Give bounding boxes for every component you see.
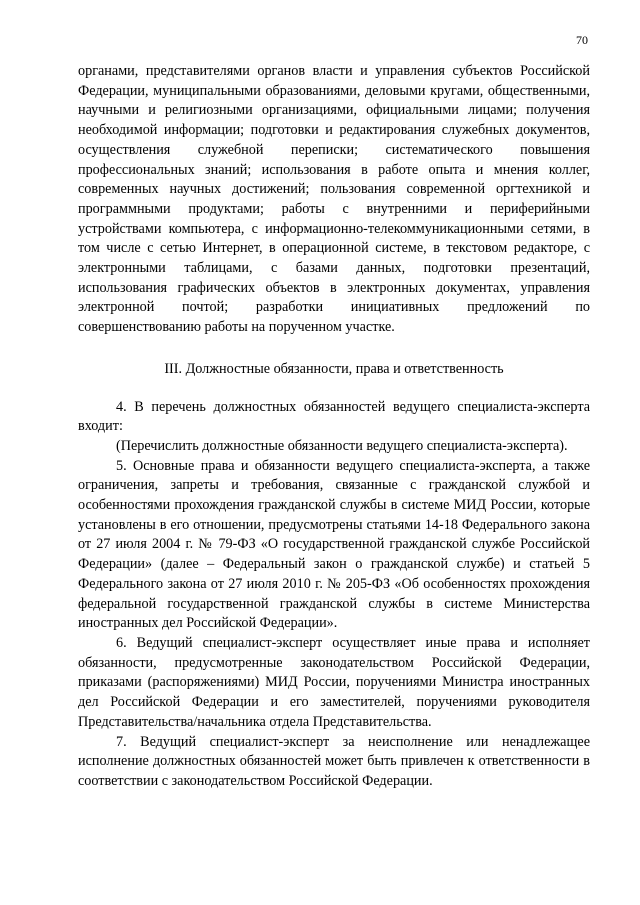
paragraph-7: 7. Ведущий специалист-эксперт за неисполнение или ненадлежащее исполнение должностных обязанностей может быть привлечен к ответственности в соответствии с законодательством Российской Федерации. xyxy=(78,733,590,789)
page-number: 70 xyxy=(576,33,588,47)
paragraph-5: 5. Основные права и обязанности ведущего специалиста-эксперта, а также ограничения, запреты и требования, связанные с гражданской службой и особенностями прохождения гражданской службы в системе МИД России, которые установлены в его отношении, предусмотрены статьями 14-18 Федерального закона от 27 июля 2004 г. № 79-ФЗ «О государственной гражданской службе Российской Федерации» (далее – Федеральный закон о гражданской службе) и статьей 5 Федерального закона от 27 июля 2010 г. № 205-ФЗ «Об особенностях прохождения федеральной государственной гражданской службы в системе Министерства иностранных дел Российской Федерации». xyxy=(78,457,590,632)
section-heading: III. Должностные обязанности, права и ответственность xyxy=(164,360,504,377)
document-body xyxy=(78,62,590,792)
paragraph-6: 6. Ведущий специалист-эксперт осуществляет иные права и исполняет обязанности, предусмотренные законодательством Российской Федерации, приказами (распоряжениями) МИД России, поручениями Министра иностранных дел Российской Федерации и его заместителей, поручениями руководителя Представительства/начальника отдела Представительства. xyxy=(78,634,590,730)
paragraph-duties-placeholder: (Перечислить должностные обязанности ведущего специалиста-эксперта). xyxy=(116,437,568,454)
continuation-paragraph: органами, представителями органов власти и управления субъектов Российской Федерации, муниципальными образованиями, деловыми кругами, общественными, научными и религиозными организациями, официальными лицами; получения необходимой информации; подготовки и редактирования служебных документов, осуществления служебной переписки; систематического повышения профессиональных знаний; использования в работе опыта и мнения коллег, современных научных достижений; пользования современной оргтехникой и программными продуктами; работы с внутренними и периферийными устройствами компьютера, с информационно-телекоммуникационными сетями, в том числе с сетью Интернет, в операционной системе, в текстовом редакторе, с электронными таблицами, с базами данных, подготовки презентаций, использования графических объектов в электронных документах, управления электронной почтой; разработки инициативных предложений по совершенствованию работы на порученном участке. xyxy=(78,63,590,336)
paragraph-4: 4. В перечень должностных обязанностей ведущего специалиста-эксперта входит: xyxy=(78,398,590,435)
